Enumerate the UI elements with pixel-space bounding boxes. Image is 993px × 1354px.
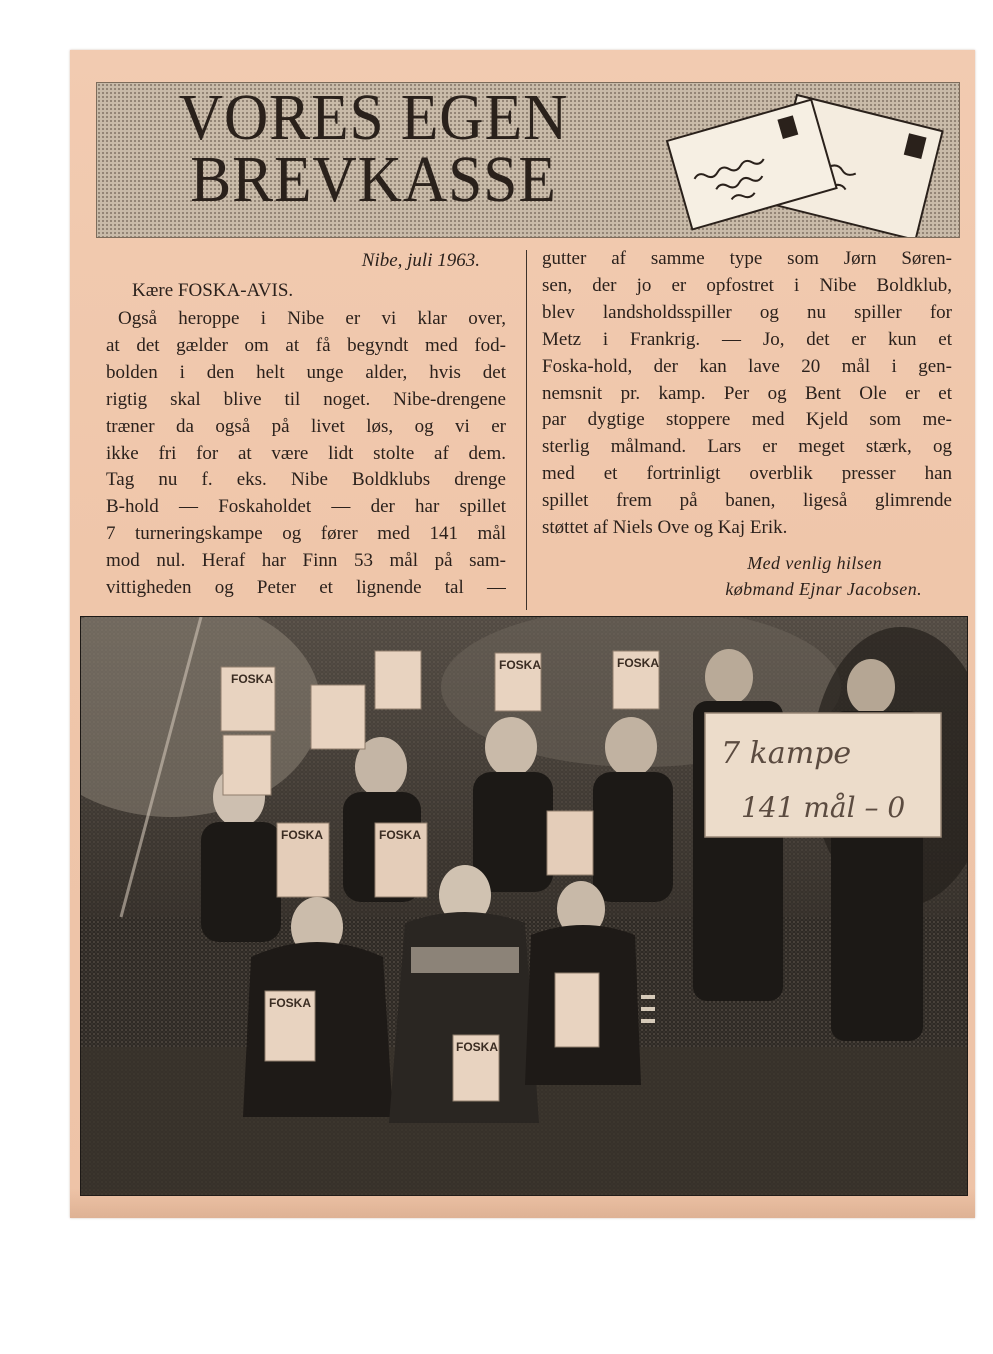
newspaper-clipping: [70, 50, 975, 1218]
score-sign-line-1: 7 kampe: [721, 736, 852, 771]
magazine-label: FOSKA: [499, 658, 541, 672]
body-line: sen, der jo er opfostret i Nibe Boldklub,: [542, 274, 952, 296]
body-line: Tag nu f. eks. Nibe Boldklubs drenge: [106, 469, 506, 491]
body-line: at det gælder om at få begyndt med fod-: [106, 334, 506, 356]
magazine-label: FOSKA: [379, 828, 421, 842]
body-line: sterlig målmand. Lars er meget stærk, og: [542, 436, 952, 458]
magazine-label: FOSKA: [269, 996, 311, 1010]
title-line-2: BREVKASSE: [190, 143, 557, 216]
magazine-label: FOSKA: [281, 828, 323, 842]
body-line: spillet frem på banen, ligeså glimrende: [542, 490, 952, 512]
team-photo: [80, 616, 968, 1196]
column-divider: [526, 250, 527, 610]
dateline: Nibe, juli 1963.: [361, 250, 480, 271]
body-line: rigtig skal blive til noget. Nibe-drengene: [106, 388, 506, 410]
body-line: Foska-hold, der kan lave 20 mål i gen-: [542, 355, 952, 377]
title-line-1: VORES EGEN: [178, 81, 569, 154]
body-line: nemsnit pr. kamp. Per og Bent Ole er et: [542, 382, 952, 404]
letter-column-right: [542, 246, 952, 602]
salutation: Kære FOSKA-AVIS.: [132, 280, 294, 301]
signature: købmand Ejnar Jacobsen.: [725, 578, 922, 599]
body-line: 7 turneringskampe og fører med 141 mål: [106, 523, 506, 545]
envelope-icon: [637, 83, 959, 237]
magazine-label: FOSKA: [231, 672, 273, 686]
body-line: blev landsholdsspiller og nu spiller for: [542, 301, 952, 323]
body-line: Også heroppe i Nibe er vi klar over,: [118, 308, 506, 329]
score-sign: [705, 713, 941, 837]
body-line: par dygtige stoppere med Kjeld som me-: [542, 409, 952, 431]
magazine-label: FOSKA: [617, 656, 659, 670]
body-line: med et fortrinligt overblik presser han: [542, 463, 952, 485]
body-line: Metz i Frankrig. — Jo, det er kun et: [542, 328, 952, 350]
header-banner: [96, 82, 960, 238]
body-line: gutter af samme type som Jørn Søren-: [542, 248, 952, 269]
body-line: ikke fri for at være lidt stolte af dem.: [106, 442, 506, 464]
score-sign-line-2: 141 mål – 0: [741, 791, 906, 824]
page-title: [141, 81, 606, 216]
letter-column-left: [106, 246, 506, 602]
body-line: vittigheden og Peter et lignende tal —: [106, 577, 506, 599]
body-line: træner da også på livet løs, og vi er: [106, 415, 506, 437]
body-line: B-hold — Foskaholdet — der har spillet: [106, 496, 506, 518]
body-line: mod nul. Heraf har Finn 53 mål på sam-: [106, 550, 506, 572]
body-line: støttet af Niels Ove og Kaj Erik.: [542, 517, 788, 539]
body-line: bolden i den helt unge alder, hvis det: [106, 361, 506, 383]
closing: Med venlig hilsen: [747, 552, 882, 573]
magazine-label: FOSKA: [456, 1040, 498, 1054]
team-photo-illustration: [81, 617, 967, 1195]
